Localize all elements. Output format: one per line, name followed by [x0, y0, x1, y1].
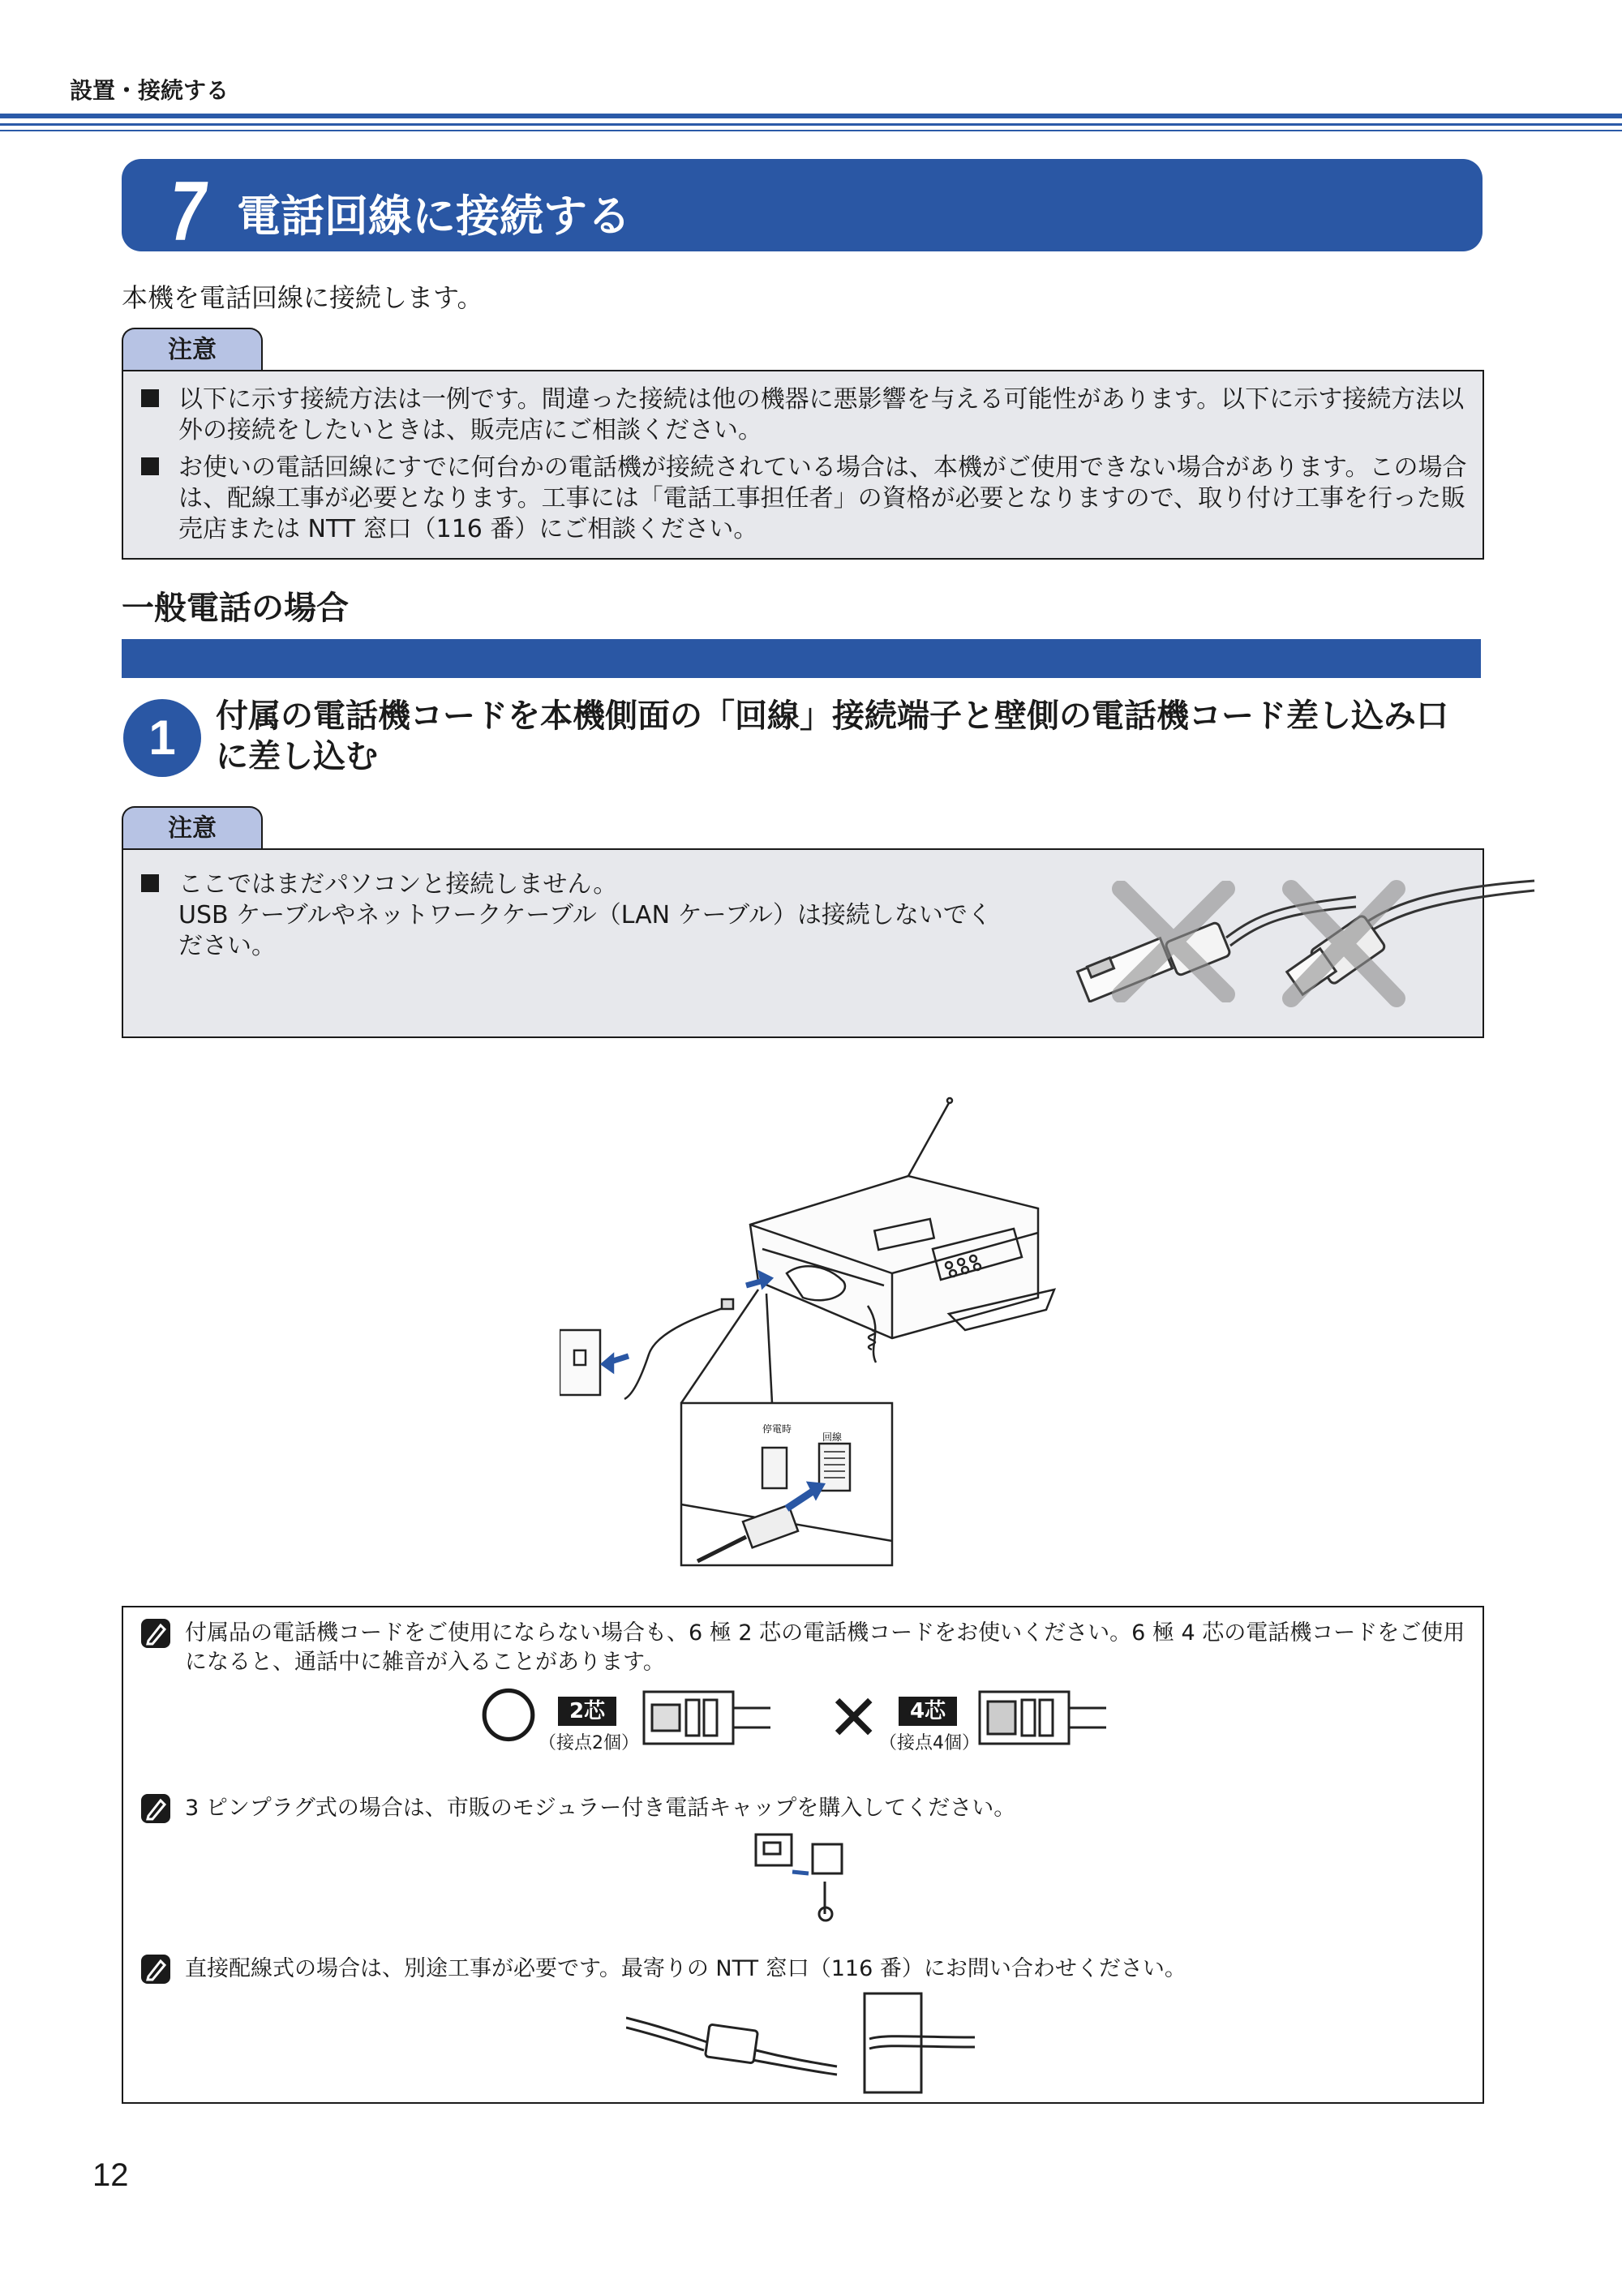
caution-item-text: 以下に示す接続方法は一例です。間違った接続は他の機器に悪影響を与える可能性があります。以下に示す接続方法以 外の接続をしたいときは、販売店にご相談ください。 — [178, 385, 1465, 444]
section-bar — [122, 639, 1481, 678]
hint-pencil-icon — [141, 1794, 170, 1823]
section-label: 設置・接続する — [70, 77, 230, 104]
lan-cable-prohibited-icon — [1267, 873, 1559, 1011]
page-number: 12 — [92, 2157, 129, 2193]
intro-text: 本機を電話回線に接続します。 — [122, 282, 483, 313]
badge-4-core: 4芯 — [899, 1697, 957, 1726]
caution-box — [122, 370, 1484, 560]
hint-pencil-icon — [141, 1619, 170, 1648]
bullet-square — [141, 389, 159, 407]
hint-box — [122, 1606, 1484, 2104]
direct-wiring-icon — [626, 1985, 999, 2099]
ng-mark: ✕ — [827, 1682, 881, 1755]
ok-mark: 〇 — [480, 1684, 537, 1750]
caution-item-text: ここではまだパソコンと接続しません。 USB ケーブルやネットワークケーブル（LAN ケーブル）は接続しないでく ださい。 — [178, 870, 992, 960]
header-rule — [0, 114, 1622, 118]
hint-text: 直接配線式の場合は、別途工事が必要です。最寄りの NTT 窓口（116 番）にお問い合わせください。 — [185, 1956, 1186, 1981]
modular-plug-4-core-icon — [978, 1685, 1108, 1750]
connection-diagram — [560, 1087, 1062, 1573]
modular-cap-icon — [748, 1825, 861, 1922]
label-line: 回線 — [822, 1431, 843, 1443]
hint-text: 付属品の電話機コードをご使用にならない場合も、6 極 2 芯の電話機コードをお使いください。6 極 4 芯の電話機コードをご使用 になると、通話中に雑音が入ることがあります。 — [185, 1620, 1465, 1675]
modular-plug-2-core-icon — [642, 1685, 772, 1750]
hint-pencil-icon — [141, 1955, 170, 1984]
step-instruction: 付属の電話機コードを本機側面の「回線」接続端子と壁側の電話機コード差し込み口 に差し込む — [216, 697, 1448, 775]
caption-4-contacts: （接点4個） — [879, 1733, 980, 1753]
chapter-banner — [122, 159, 1483, 259]
chapter-number: 7 — [170, 165, 206, 259]
caution-tab: 注意 — [122, 328, 263, 371]
caption-2-contacts: （接点2個） — [539, 1733, 639, 1753]
caution-box — [122, 848, 1484, 1038]
header-rule — [0, 130, 1622, 131]
label-power-fail: 停電時 — [762, 1423, 792, 1435]
bullet-square — [141, 874, 159, 892]
header-rule — [0, 123, 1622, 126]
badge-2-core: 2芯 — [558, 1697, 616, 1726]
caution-tab: 注意 — [122, 806, 263, 850]
step-number: 1 — [123, 699, 201, 777]
subheading: 一般電話の場合 — [122, 590, 349, 627]
bullet-square — [141, 457, 159, 475]
chapter-title: 電話回線に接続する — [237, 191, 631, 242]
caution-item-text: お使いの電話回線にすでに何台かの電話機が接続されている場合は、本機がご使用できない場合があります。この場合 は、配線工事が必要となります。工事には「電話工事担任者」の資格が必要となりますので、取り付け工事を行った販 売店または NTT 窓口（116 番）にご相談ください。 — [178, 453, 1467, 543]
hint-text: 3 ピンプラグ式の場合は、市販のモジュラー付き電話キャップを購入してください。 — [185, 1796, 1016, 1821]
